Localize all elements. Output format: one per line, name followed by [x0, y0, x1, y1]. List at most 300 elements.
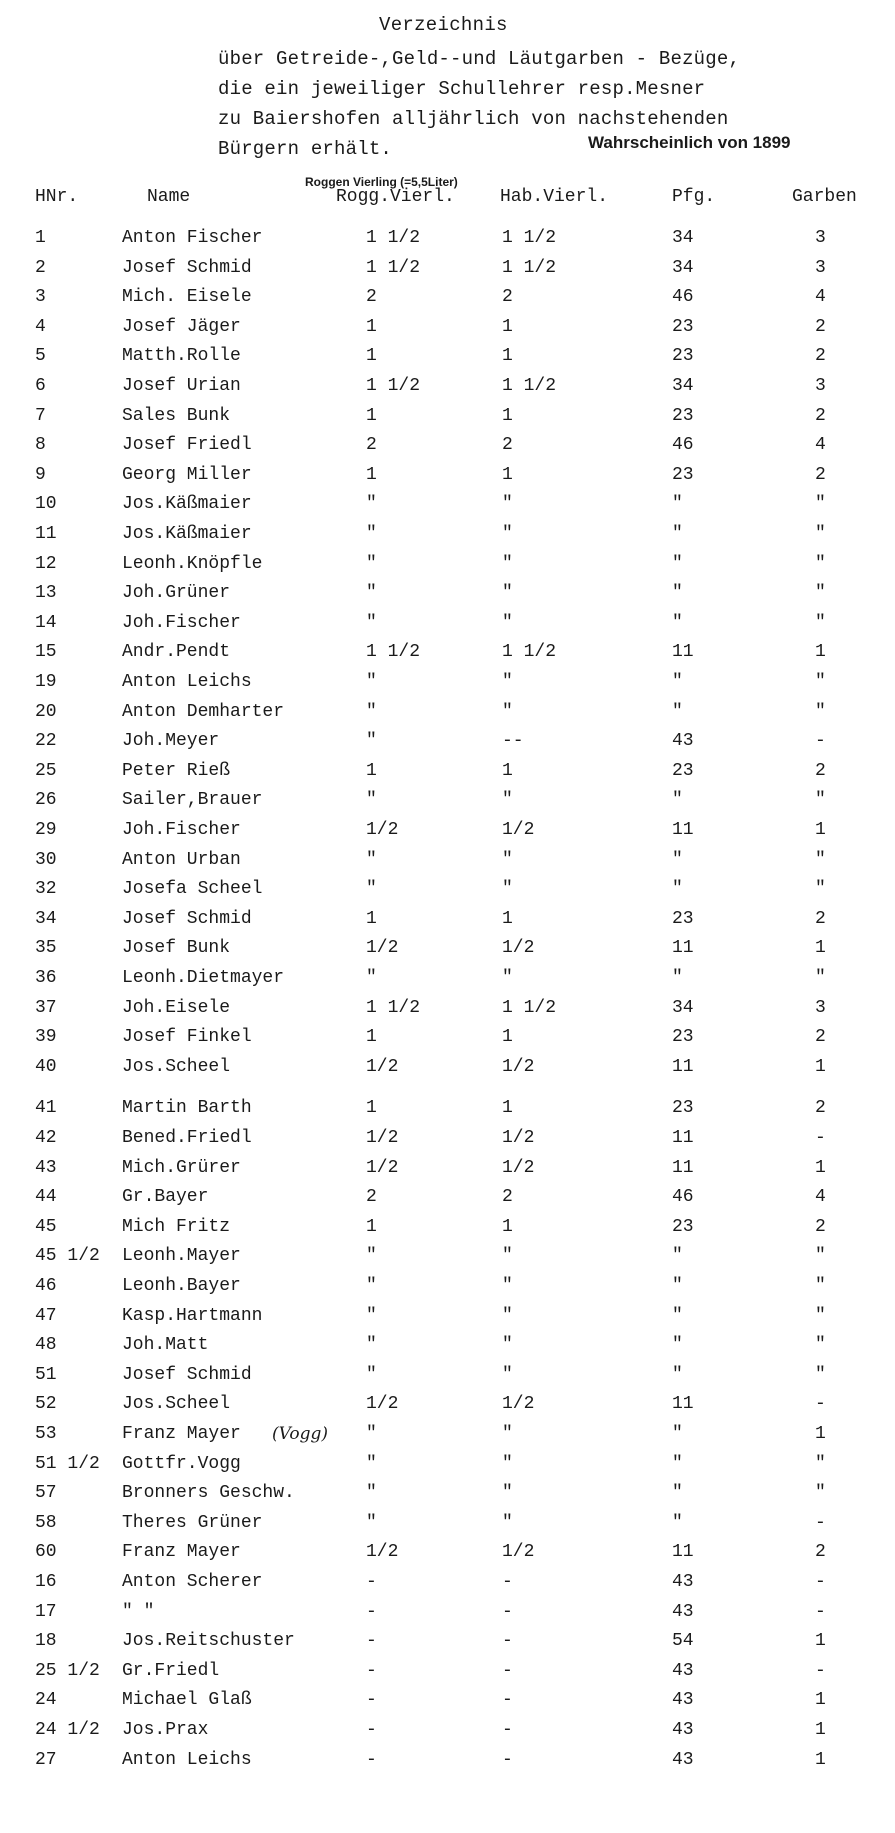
cell-rogg: " — [366, 494, 377, 514]
cell-garben: 2 — [815, 909, 826, 929]
cell-nr: 25 1/2 — [35, 1661, 100, 1681]
intro-line: zu Baiershofen alljährlich von nachstehenden — [218, 108, 729, 130]
cell-pfg: 43 — [672, 1750, 694, 1770]
cell-hab: " — [502, 613, 513, 633]
cell-hab: 1 — [502, 1098, 513, 1118]
cell-rogg: 1/2 — [366, 1394, 399, 1414]
cell-hab: " — [502, 1424, 513, 1444]
cell-rogg: 1 — [366, 761, 377, 781]
cell-nr: 20 — [35, 702, 57, 722]
cell-rogg: " — [366, 554, 377, 574]
table-row — [0, 1057, 895, 1083]
table-row — [0, 1424, 895, 1450]
cell-rogg: 1 — [366, 1217, 377, 1237]
cell-rogg: " — [366, 672, 377, 692]
table-row — [0, 1690, 895, 1716]
cell-pfg: 23 — [672, 909, 694, 929]
cell-garben: " — [815, 1483, 826, 1503]
cell-rogg: " — [366, 1513, 377, 1533]
cell-hab: 1 — [502, 317, 513, 337]
cell-nr: 17 — [35, 1602, 57, 1622]
cell-garben: " — [815, 968, 826, 988]
table-row — [0, 1128, 895, 1154]
cell-name: Joh.Meyer — [122, 731, 220, 751]
cell-name: Josef Finkel — [122, 1027, 252, 1047]
cell-nr: 46 — [35, 1276, 57, 1296]
table-row — [0, 524, 895, 550]
cell-garben: 2 — [815, 317, 826, 337]
cell-rogg: 1 — [366, 406, 377, 426]
table-row — [0, 287, 895, 313]
cell-nr: 15 — [35, 642, 57, 662]
cell-nr: 29 — [35, 820, 57, 840]
cell-rogg: 2 — [366, 287, 377, 307]
cell-name: Joh.Fischer — [122, 613, 241, 633]
cell-nr: 52 — [35, 1394, 57, 1414]
table-row — [0, 1027, 895, 1053]
table-row — [0, 879, 895, 905]
cell-pfg: 23 — [672, 761, 694, 781]
table-row — [0, 435, 895, 461]
cell-pfg: " — [672, 554, 683, 574]
cell-pfg: 11 — [672, 1057, 694, 1077]
cell-rogg: 1 1/2 — [366, 258, 421, 278]
cell-rogg: 1 — [366, 1027, 377, 1047]
cell-rogg: - — [366, 1661, 377, 1681]
cell-hab: 1 — [502, 465, 513, 485]
cell-pfg: 11 — [672, 1158, 694, 1178]
cell-garben: - — [815, 1661, 826, 1681]
cell-garben: " — [815, 790, 826, 810]
cell-garben: 3 — [815, 228, 826, 248]
cell-pfg: 11 — [672, 820, 694, 840]
cell-name: Mich.Grürer — [122, 1158, 241, 1178]
cell-rogg: " — [366, 968, 377, 988]
cell-pfg: 11 — [672, 642, 694, 662]
cell-pfg: 43 — [672, 731, 694, 751]
cell-garben: " — [815, 1365, 826, 1385]
cell-nr: 19 — [35, 672, 57, 692]
cell-rogg: " — [366, 1454, 377, 1474]
cell-nr: 51 1/2 — [35, 1454, 100, 1474]
cell-garben: - — [815, 1513, 826, 1533]
cell-pfg: 23 — [672, 406, 694, 426]
cell-hab: 1/2 — [502, 938, 535, 958]
cell-hab: 1 1/2 — [502, 998, 557, 1018]
table-row — [0, 1513, 895, 1539]
cell-nr: 9 — [35, 465, 46, 485]
table-row — [0, 1158, 895, 1184]
cell-pfg: " — [672, 583, 683, 603]
cell-garben: " — [815, 613, 826, 633]
table-row — [0, 1365, 895, 1391]
cell-garben: 4 — [815, 435, 826, 455]
cell-nr: 30 — [35, 850, 57, 870]
cell-rogg: 1 — [366, 346, 377, 366]
cell-garben: - — [815, 731, 826, 751]
cell-hab: 1/2 — [502, 1394, 535, 1414]
table-row — [0, 938, 895, 964]
cell-nr: 43 — [35, 1158, 57, 1178]
cell-rogg: " — [366, 583, 377, 603]
cell-pfg: 11 — [672, 1128, 694, 1148]
cell-pfg: 11 — [672, 1394, 694, 1414]
cell-nr: 6 — [35, 376, 46, 396]
cell-pfg: 34 — [672, 258, 694, 278]
cell-hab: 1 1/2 — [502, 258, 557, 278]
table-row — [0, 494, 895, 520]
cell-name: Sailer,Brauer — [122, 790, 263, 810]
cell-name: Bened.Friedl — [122, 1128, 252, 1148]
cell-hab: " — [502, 1276, 513, 1296]
cell-rogg: 1 — [366, 1098, 377, 1118]
cell-garben: " — [815, 1276, 826, 1296]
table-row — [0, 228, 895, 254]
cell-garben: " — [815, 850, 826, 870]
cell-nr: 8 — [35, 435, 46, 455]
cell-hab: " — [502, 554, 513, 574]
table-row — [0, 1631, 895, 1657]
table-row — [0, 1720, 895, 1746]
cell-rogg: 1 1/2 — [366, 376, 421, 396]
cell-pfg: 34 — [672, 228, 694, 248]
cell-garben: " — [815, 1246, 826, 1266]
cell-hab: " — [502, 1306, 513, 1326]
cell-name: Theres Grüner — [122, 1513, 263, 1533]
cell-rogg: 1/2 — [366, 1057, 399, 1077]
table-row — [0, 1661, 895, 1687]
table-row — [0, 1246, 895, 1272]
cell-pfg: 54 — [672, 1631, 694, 1651]
table-row — [0, 1394, 895, 1420]
cell-hab: - — [502, 1720, 513, 1740]
date-note: Wahrscheinlich von 1899 — [588, 133, 791, 152]
cell-nr: 32 — [35, 879, 57, 899]
cell-name: Anton Leichs — [122, 672, 252, 692]
cell-pfg: 46 — [672, 435, 694, 455]
cell-nr: 16 — [35, 1572, 57, 1592]
cell-pfg: 23 — [672, 1217, 694, 1237]
cell-pfg: " — [672, 1513, 683, 1533]
cell-rogg: - — [366, 1720, 377, 1740]
cell-hab: 1 1/2 — [502, 642, 557, 662]
cell-nr: 45 — [35, 1217, 57, 1237]
cell-rogg: " — [366, 1483, 377, 1503]
cell-name: Michael Glaß — [122, 1690, 252, 1710]
cell-garben: " — [815, 583, 826, 603]
cell-name: Franz Mayer — [122, 1542, 241, 1562]
cell-nr: 36 — [35, 968, 57, 988]
cell-name: Josefa Scheel — [122, 879, 263, 899]
cell-hab: 2 — [502, 435, 513, 455]
cell-garben: 2 — [815, 1027, 826, 1047]
cell-hab: 2 — [502, 1187, 513, 1207]
cell-name: Leonh.Knöpfle — [122, 554, 263, 574]
cell-name: Bronners Geschw. — [122, 1483, 295, 1503]
cell-garben: 2 — [815, 761, 826, 781]
cell-hab: " — [502, 879, 513, 899]
cell-pfg: " — [672, 1246, 683, 1266]
cell-garben: 2 — [815, 465, 826, 485]
cell-rogg: " — [366, 850, 377, 870]
cell-hab: 1 — [502, 909, 513, 929]
cell-nr: 35 — [35, 938, 57, 958]
cell-rogg: - — [366, 1602, 377, 1622]
cell-rogg: 2 — [366, 435, 377, 455]
header-hab: Hab.Vierl. — [500, 187, 609, 207]
cell-nr: 44 — [35, 1187, 57, 1207]
cell-rogg: 1 1/2 — [366, 642, 421, 662]
cell-name: Josef Jäger — [122, 317, 241, 337]
cell-name: Jos.Scheel — [122, 1394, 231, 1414]
cell-rogg: " — [366, 731, 377, 751]
cell-nr: 41 — [35, 1098, 57, 1118]
table-row — [0, 820, 895, 846]
cell-pfg: " — [672, 1276, 683, 1296]
cell-rogg: " — [366, 1424, 377, 1444]
cell-hab: " — [502, 850, 513, 870]
table-row — [0, 909, 895, 935]
cell-name: Jos.Reitschuster — [122, 1631, 295, 1651]
cell-nr: 22 — [35, 731, 57, 751]
cell-hab: " — [502, 494, 513, 514]
cell-garben: 2 — [815, 1098, 826, 1118]
cell-rogg: 1/2 — [366, 1158, 399, 1178]
cell-pfg: " — [672, 850, 683, 870]
cell-garben: " — [815, 702, 826, 722]
cell-nr: 14 — [35, 613, 57, 633]
cell-pfg: 34 — [672, 998, 694, 1018]
cell-hab: 1 — [502, 1217, 513, 1237]
cell-name: Leonh.Mayer — [122, 1246, 241, 1266]
cell-hab: - — [502, 1661, 513, 1681]
cell-garben: " — [815, 879, 826, 899]
cell-nr: 51 — [35, 1365, 57, 1385]
cell-rogg: 1/2 — [366, 820, 399, 840]
cell-hab: 1/2 — [502, 1057, 535, 1077]
cell-garben: " — [815, 494, 826, 514]
cell-nr: 12 — [35, 554, 57, 574]
unit-note: Roggen Vierling (=5,5Liter) — [305, 175, 458, 189]
cell-pfg: " — [672, 879, 683, 899]
cell-pfg: 46 — [672, 287, 694, 307]
cell-hab: " — [502, 1365, 513, 1385]
document-title: Verzeichnis — [379, 14, 508, 36]
cell-name: Anton Leichs — [122, 1750, 252, 1770]
cell-garben: 3 — [815, 258, 826, 278]
cell-hab: - — [502, 1750, 513, 1770]
cell-hab: 1/2 — [502, 1128, 535, 1148]
cell-rogg: " — [366, 790, 377, 810]
cell-hab: -- — [502, 731, 524, 751]
cell-name: Andr.Pendt — [122, 642, 231, 662]
cell-nr: 10 — [35, 494, 57, 514]
cell-pfg: " — [672, 1365, 683, 1385]
cell-hab: - — [502, 1631, 513, 1651]
cell-garben: " — [815, 1306, 826, 1326]
cell-nr: 53 — [35, 1424, 57, 1444]
cell-rogg: 1 — [366, 317, 377, 337]
table-row — [0, 968, 895, 994]
cell-name: Anton Urban — [122, 850, 241, 870]
cell-name: Leonh.Bayer — [122, 1276, 241, 1296]
cell-nr: 42 — [35, 1128, 57, 1148]
cell-hab: - — [502, 1572, 513, 1592]
cell-name: Martin Barth — [122, 1098, 252, 1118]
header-garben: Garben — [792, 187, 857, 207]
cell-name: Georg Miller — [122, 465, 252, 485]
cell-name: Kasp.Hartmann — [122, 1306, 263, 1326]
cell-garben: 2 — [815, 1217, 826, 1237]
cell-name: Jos.Käßmaier — [122, 494, 252, 514]
cell-name: Josef Urian — [122, 376, 241, 396]
cell-rogg: 1 — [366, 465, 377, 485]
header-nr: HNr. — [35, 187, 79, 207]
cell-nr: 58 — [35, 1513, 57, 1533]
header-rogg: Rogg.Vierl. — [336, 187, 455, 207]
cell-nr: 7 — [35, 406, 46, 426]
table-row — [0, 1750, 895, 1776]
table-row — [0, 258, 895, 284]
intro-line: Bürgern erhält. — [218, 138, 393, 160]
cell-nr: 34 — [35, 909, 57, 929]
cell-nr: 48 — [35, 1335, 57, 1355]
table-row — [0, 1602, 895, 1628]
cell-hab: " — [502, 1454, 513, 1474]
cell-rogg: 1 1/2 — [366, 228, 421, 248]
cell-pfg: " — [672, 702, 683, 722]
cell-garben: 1 — [815, 820, 826, 840]
cell-name: Joh.Grüner — [122, 583, 231, 603]
cell-garben: 3 — [815, 998, 826, 1018]
cell-pfg: 46 — [672, 1187, 694, 1207]
cell-rogg: - — [366, 1750, 377, 1770]
cell-garben: " — [815, 1335, 826, 1355]
cell-pfg: 11 — [672, 938, 694, 958]
cell-hab: 1 1/2 — [502, 376, 557, 396]
cell-name: Josef Schmid — [122, 1365, 252, 1385]
cell-garben: 2 — [815, 1542, 826, 1562]
cell-garben: 1 — [815, 1424, 826, 1444]
cell-pfg: " — [672, 524, 683, 544]
cell-name: Jos.Scheel — [122, 1057, 231, 1077]
cell-hab: 1 — [502, 761, 513, 781]
cell-name: Peter Rieß — [122, 761, 231, 781]
header-pfg: Pfg. — [672, 187, 716, 207]
cell-nr: 13 — [35, 583, 57, 603]
cell-pfg: " — [672, 968, 683, 988]
table-row — [0, 1306, 895, 1332]
cell-garben: - — [815, 1572, 826, 1592]
cell-pfg: 23 — [672, 1098, 694, 1118]
cell-garben: " — [815, 1454, 826, 1474]
cell-rogg: " — [366, 1276, 377, 1296]
table-row — [0, 1454, 895, 1480]
cell-nr: 1 — [35, 228, 46, 248]
cell-nr: 37 — [35, 998, 57, 1018]
cell-nr: 57 — [35, 1483, 57, 1503]
cell-garben: 1 — [815, 1750, 826, 1770]
cell-hab: 1/2 — [502, 1542, 535, 1562]
table-row — [0, 613, 895, 639]
cell-pfg: 11 — [672, 1542, 694, 1562]
cell-name: Jos.Käßmaier — [122, 524, 252, 544]
table-row — [0, 1483, 895, 1509]
cell-garben: 3 — [815, 376, 826, 396]
intro-line: die ein jeweiliger Schullehrer resp.Mesner — [218, 78, 706, 100]
cell-garben: 1 — [815, 1057, 826, 1077]
cell-name: Joh.Fischer — [122, 820, 241, 840]
table-row — [0, 1335, 895, 1361]
table-row — [0, 731, 895, 757]
cell-rogg: - — [366, 1690, 377, 1710]
cell-rogg: " — [366, 524, 377, 544]
cell-garben: 1 — [815, 1631, 826, 1651]
table-row — [0, 1276, 895, 1302]
cell-hab: " — [502, 790, 513, 810]
table-row — [0, 702, 895, 728]
cell-name: Sales Bunk — [122, 406, 231, 426]
cell-name: Mich Fritz — [122, 1217, 231, 1237]
table-row — [0, 317, 895, 343]
cell-garben: - — [815, 1602, 826, 1622]
cell-hab: 1 — [502, 406, 513, 426]
cell-hab: " — [502, 583, 513, 603]
handwritten-annotation: (Vogg) — [272, 1424, 328, 1444]
table-row — [0, 761, 895, 787]
cell-hab: " — [502, 702, 513, 722]
cell-pfg: 23 — [672, 346, 694, 366]
cell-garben: 4 — [815, 287, 826, 307]
cell-hab: " — [502, 1513, 513, 1533]
cell-hab: " — [502, 1246, 513, 1266]
cell-garben: 1 — [815, 938, 826, 958]
cell-nr: 11 — [35, 524, 57, 544]
cell-name: Josef Schmid — [122, 909, 252, 929]
cell-nr: 18 — [35, 1631, 57, 1651]
cell-name: Gottfr.Vogg — [122, 1454, 241, 1474]
cell-garben: 1 — [815, 1158, 826, 1178]
table-row — [0, 465, 895, 491]
cell-nr: 25 — [35, 761, 57, 781]
cell-hab: " — [502, 1483, 513, 1503]
cell-rogg: " — [366, 1306, 377, 1326]
cell-garben: " — [815, 524, 826, 544]
cell-rogg: " — [366, 1246, 377, 1266]
cell-nr: 39 — [35, 1027, 57, 1047]
table-row — [0, 642, 895, 668]
table-row — [0, 554, 895, 580]
cell-name: Josef Bunk — [122, 938, 231, 958]
cell-hab: 1 — [502, 346, 513, 366]
cell-hab: " — [502, 968, 513, 988]
cell-pfg: 34 — [672, 376, 694, 396]
cell-rogg: " — [366, 1365, 377, 1385]
cell-nr: 27 — [35, 1750, 57, 1770]
cell-rogg: - — [366, 1631, 377, 1651]
cell-pfg: " — [672, 790, 683, 810]
cell-nr: 45 1/2 — [35, 1246, 100, 1266]
cell-pfg: 43 — [672, 1572, 694, 1592]
cell-pfg: 23 — [672, 1027, 694, 1047]
cell-pfg: " — [672, 1306, 683, 1326]
cell-pfg: " — [672, 1335, 683, 1355]
header-name: Name — [147, 187, 191, 207]
cell-garben: 2 — [815, 346, 826, 366]
cell-rogg: " — [366, 879, 377, 899]
table-row — [0, 1217, 895, 1243]
cell-name: Mich. Eisele — [122, 287, 252, 307]
